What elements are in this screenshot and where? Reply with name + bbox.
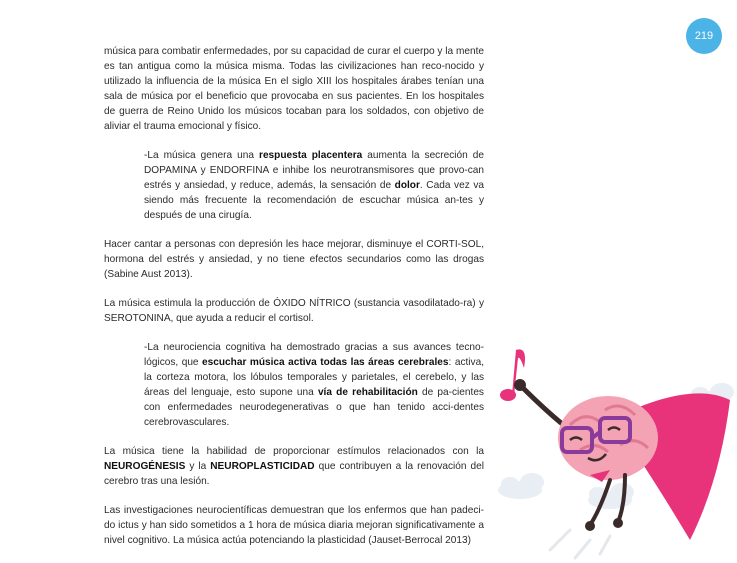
music-note-icon <box>500 349 525 401</box>
brain-character <box>558 396 658 482</box>
paragraph-depression: Hacer cantar a personas con depresión les hace mejorar, disminuye el CORTI-SOL, hormona del estrés y ansiedad, y no tiene efectos secundarios como las drogas (Sabine Aust 2013). <box>104 239 484 280</box>
paragraph-neurogenesis: La música tiene la habilidad de proporcionar estímulos relacionados con la NEUROGÉNESIS y la NEUROPLASTICIDAD que contribuyen a la renovación del cerebro tras una lesión. <box>104 446 484 487</box>
page-body <box>104 44 484 562</box>
paragraph-dopamine: -La música genera una respuesta placentera aumenta la secreción de DOPAMINA y ENDORFINA e inhibe los neurotransmisores que provo-can estrés y ansiedad, y reduce, además, la sensación de dolor. Cada vez va siendo más frecuente la recomendación de escuchar música an-tes y después de una cirugía. <box>144 150 485 221</box>
superhero-brain-illustration <box>490 340 737 563</box>
page-number-badge: 219 <box>686 18 722 54</box>
cloud-icon <box>588 483 634 509</box>
paragraph-neuroscience: -La neurociencia cognitiva ha demostrado gracias a sus avances tecno-lógicos, que escuchar música activa todas las áreas cerebrales: activa, la corteza motora, los lóbulos temporales y parietales, el cerebelo, y las áreas del lenguaje, esto supone una vía de rehabilitación de pa-cientes con enfermedades neurodegenerativas o que han tenido acci-dentes cerebrovasculares. <box>144 342 485 428</box>
cloud-icon <box>498 473 544 499</box>
paragraph-history: música para combatir enfermedades, por su capacidad de curar el cuerpo y la mente es tan antigua como la música misma. Todas las civilizaciones han reco-nocido y utilizado la influencia de la música En el siglo XIII los hospitales árabes tenían una sala de música por el beneficio que provocaba en sus pacientes. En los hospitales de guerra de Reino Unido los músicos tocaban para los soldados, con objetivo de aliviar el trauma emocional y físico. <box>104 46 484 132</box>
paragraph-stroke-research: Las investigaciones neurocientíficas demuestran que los enfermos que han padeci-do ictus y han sido sometidos a 1 hora de música diaria mejoran significativamente a nivel cognitivo. La música actúa potenciando la plasticidad (Jauset-Berrocal 2013) <box>104 505 484 546</box>
speed-lines <box>550 530 610 558</box>
paragraph-nitric-oxide: La música estimula la producción de ÓXIDO NÍTRICO (sustancia vasodilatado-ra) y SEROTONINA, que ayuda a reducir el cortisol. <box>104 298 484 324</box>
